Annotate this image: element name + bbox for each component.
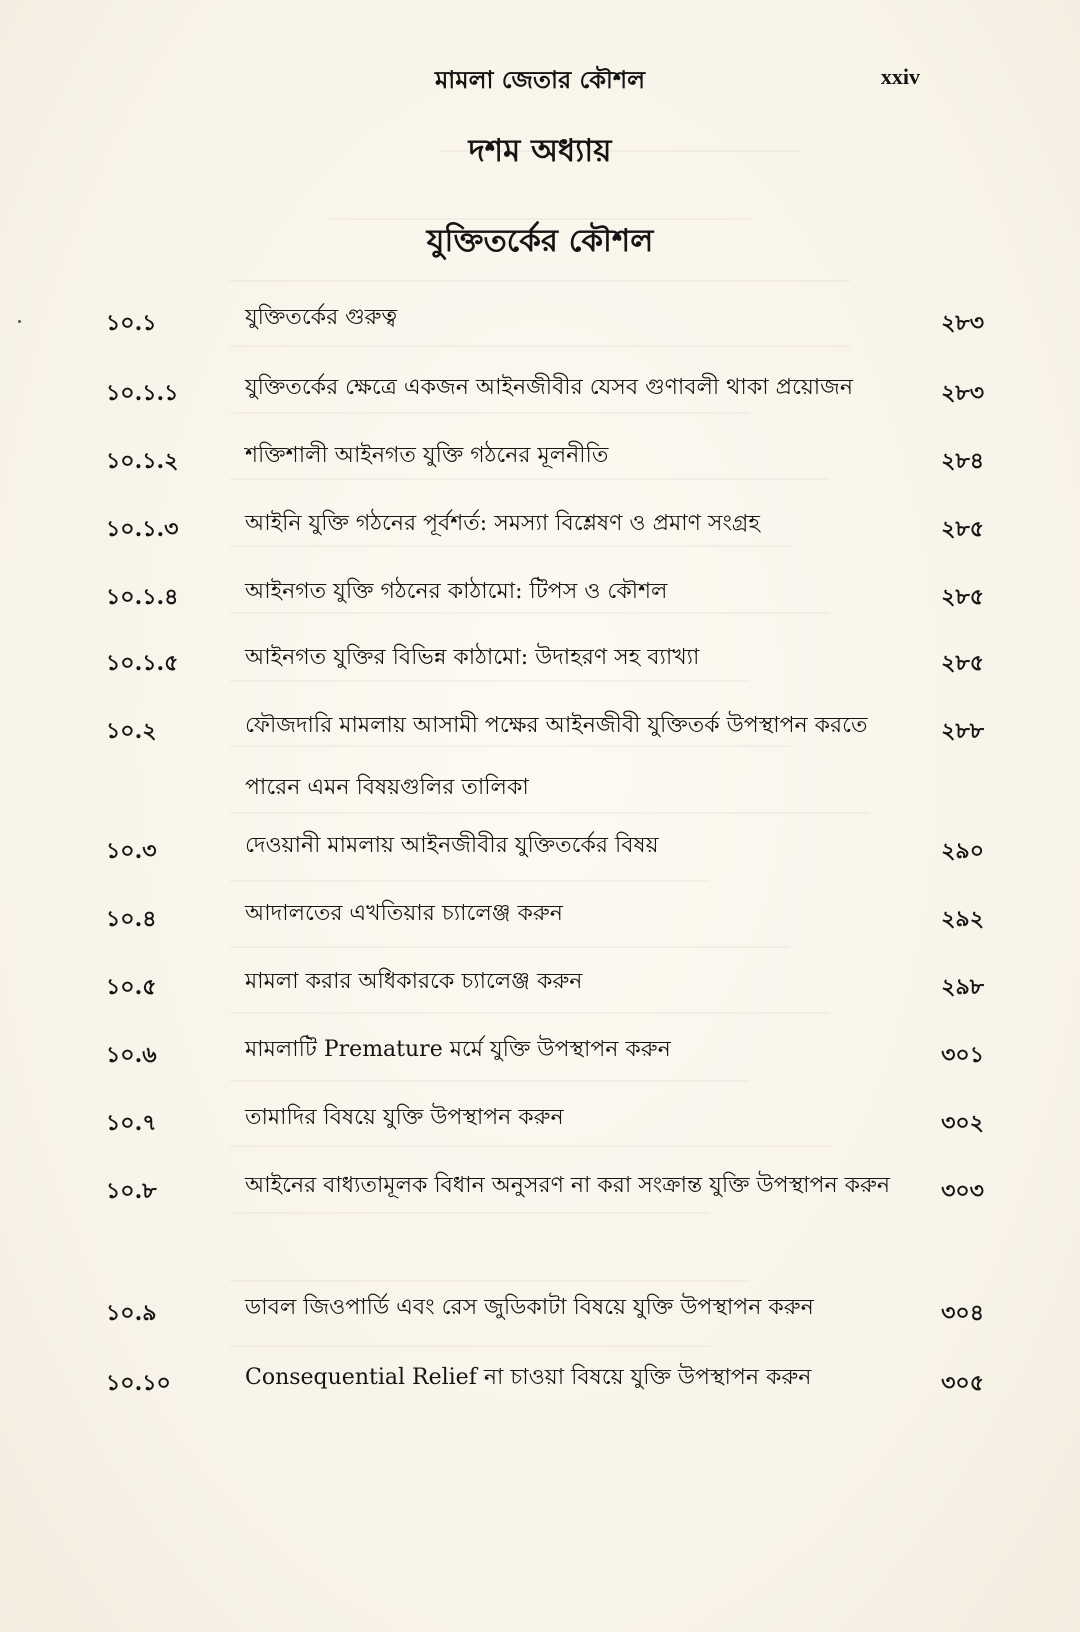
running-header-title: মামলা জেতার কৌশল	[434, 65, 646, 94]
toc-entry-title: আইনের বাধ্যতামূলক বিধান অনুসরণ না করা সংক্রান্ত যুক্তি উপস্থাপন করুন	[245, 1173, 890, 1198]
toc-entry-page: ৩০৫	[941, 1370, 984, 1396]
toc-entry-title: যুক্তিতর্কের ক্ষেত্রে একজন আইনজীবীর যেসব গুণাবলী থাকা প্রয়োজন	[245, 375, 853, 400]
toc-entry-page: ২৮৫	[941, 650, 984, 676]
toc-entry-number: ১০.১.৫	[106, 650, 179, 676]
toc-entry-title: ফৌজদারি মামলায় আসামী পক্ষের আইনজীবী যুক্তিতর্ক উপস্থাপন করতে পারেন এমন বিষয়গুলির তালিকা	[245, 713, 868, 800]
toc-entry-number: ১০.১.১	[106, 380, 179, 406]
toc-entry-page: ২৯৮	[941, 974, 984, 1000]
toc-entry-number: ১০.৮	[106, 1178, 157, 1204]
toc-entry-number: ১০.২	[106, 718, 157, 744]
section-title: যুক্তিতর্কের কৌশল	[426, 223, 654, 259]
toc-entry-title: ডাবল জিওপার্ডি এবং রেস জুডিকাটা বিষয়ে যুক্তি উপস্থাপন করুন	[245, 1295, 814, 1320]
toc-entry-title: Consequential Relief না চাওয়া বিষয়ে যুক্তি উপস্থাপন করুন	[245, 1365, 812, 1390]
page-number: xxiv	[880, 64, 920, 89]
toc-entry-page: ২৯০	[941, 838, 984, 864]
toc-entry-page: ২৮৫	[941, 584, 984, 610]
toc-entry-number: ১০.১	[106, 310, 157, 336]
toc-entry-title: আইনগত যুক্তি গঠনের কাঠামো: টিপস ও কৌশল	[245, 579, 668, 604]
paper-speck	[18, 320, 21, 323]
toc-entry-number: ১০.১.৪	[106, 584, 179, 610]
toc-entry-title: শক্তিশালী আইনগত যুক্তি গঠনের মূলনীতি	[245, 443, 609, 468]
toc-entry-title: দেওয়ানী মামলায় আইনজীবীর যুক্তিতর্কের বিষয়	[245, 833, 659, 858]
toc-entry-number: ১০.১০	[106, 1370, 171, 1396]
toc-entry-title: আইনি যুক্তি গঠনের পূর্বশর্ত: সমস্যা বিশ্লেষণ ও প্রমাণ সংগ্রহ	[245, 511, 760, 536]
toc-entry-number: ১০.৯	[106, 1300, 157, 1326]
toc-entry-page: ২৯২	[941, 906, 984, 932]
toc-entry-page: ৩০৩	[941, 1178, 984, 1204]
toc-entry-number: ১০.১.৩	[106, 516, 179, 542]
toc-entry-title: তামাদির বিষয়ে যুক্তি উপস্থাপন করুন	[245, 1105, 564, 1130]
toc-entry-page: ২৮৩	[941, 380, 984, 406]
toc-entry-page: ২৮৮	[941, 718, 984, 744]
toc-entry-page: ৩০১	[941, 1042, 984, 1068]
toc-entry-page: ২৮৩	[941, 310, 984, 336]
toc-entry-title: আদালতের এখতিয়ার চ্যালেঞ্জ করুন	[245, 901, 563, 926]
toc-entry-title: মামলা করার অধিকারকে চ্যালেঞ্জ করুন	[245, 969, 583, 994]
toc-entry-page: ২৮৫	[941, 516, 984, 542]
chapter-title: দশম অধ্যায়	[468, 133, 612, 169]
toc-entry-number: ১০.৩	[106, 838, 157, 864]
toc-entry-title: আইনগত যুক্তির বিভিন্ন কাঠামো: উদাহরণ সহ ব্যাখ্যা	[245, 645, 700, 670]
toc-entry-title: যুক্তিতর্কের গুরুত্ব	[245, 305, 398, 330]
toc-entry-page: ৩০৪	[941, 1300, 984, 1326]
toc-entry-number: ১০.৭	[106, 1110, 157, 1136]
toc-entry-page: ৩০২	[941, 1110, 984, 1136]
toc-entry-number: ১০.১.২	[106, 448, 179, 474]
toc-entry-number: ১০.৬	[106, 1042, 157, 1068]
toc-entry-page: ২৮৪	[941, 448, 984, 474]
toc-entry-title: মামলাটি Premature মর্মে যুক্তি উপস্থাপন করুন	[245, 1037, 671, 1062]
toc-entry-number: ১০.৫	[106, 974, 157, 1000]
toc-entry-number: ১০.৪	[106, 906, 157, 932]
